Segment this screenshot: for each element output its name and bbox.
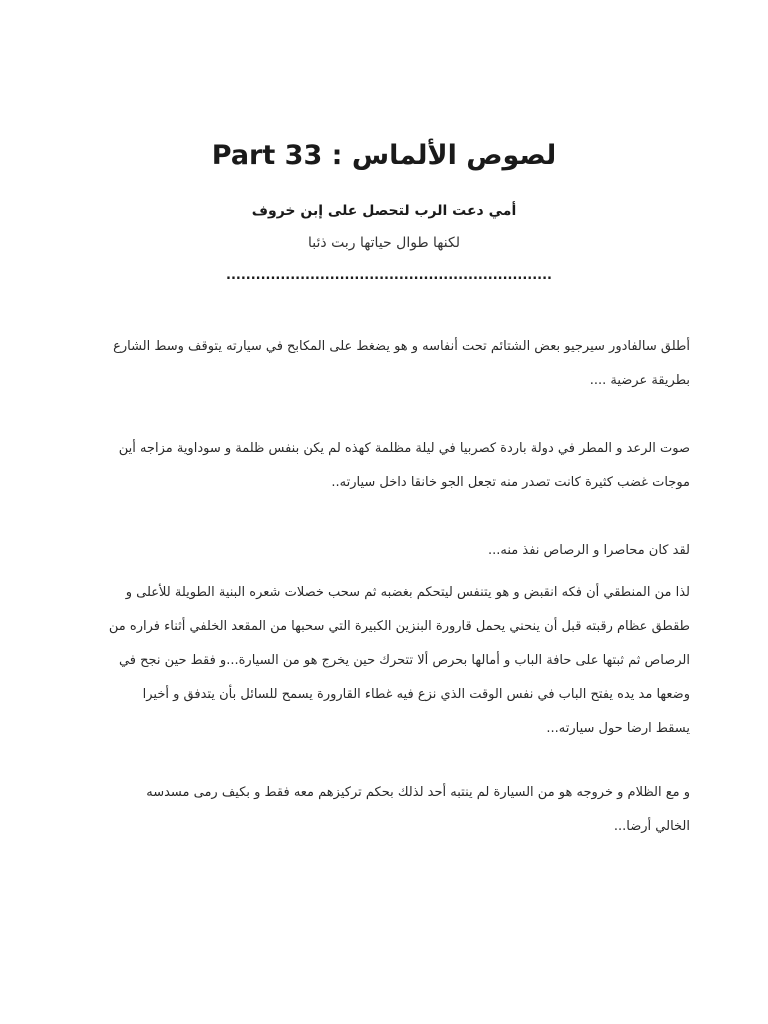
chapter-tagline: أمي دعت الرب لتحصل على إبن خروف <box>251 203 517 219</box>
dotted-separator: .................................................................. <box>226 268 552 283</box>
paragraph: و مع الظلام و خروجه هو من السيارة لم ينتبه أحد لذلك بحكم تركيزهم معه فقط و بكيف رمى مسدسه الخالي أرضا... <box>146 785 690 834</box>
paragraph: صوت الرعد و المطر في دولة باردة كصربيا في ليلة مظلمة كهذه لم يكن بنفس ظلمة و سوداوية مزاجه أين موجات غضب كثيرة كانت تصدر منه تجعل الجو خانقا داخل سيارته.. <box>118 441 690 490</box>
chapter-subtitle: لكنها طوال حياتها ربت ذئبا <box>308 235 460 251</box>
paragraph: أطلق سالفادور سيرجيو بعض الشتائم تحت أنفاسه و هو يضغط على المكابح في سيارته يتوقف وسط الشارع بطريقة عرضية .... <box>113 339 690 388</box>
paragraph: لذا من المنطقي أن فكه انقبض و هو يتنفس ليتحكم بغضبه ثم سحب خصلات شعره البنية الطويلة للأعلى و طقطق عظام رقبته قبل أن ينحني يحمل قارورة البنزين الكبيرة التي سحبها من المقعد الخلفي أثناء فراره من الرصاص ثم ثبتها على حافة الباب و أمالها بحرص ألا تتحرك حين يخرج هو من السيارة...و فقط حين نجح في وضعها مد يده يفتح الباب في نفس الوقت الذي نزع فيه غطاء القارورة يسمح للسائل بأن يتدفق و أخيرا يسقط ارضا حول سيارته... <box>108 585 690 736</box>
chapter-title: لصوص الألماس : Part 33 <box>211 140 557 171</box>
paragraph: لقد كان محاصرا و الرصاص نفذ منه... <box>487 543 690 558</box>
